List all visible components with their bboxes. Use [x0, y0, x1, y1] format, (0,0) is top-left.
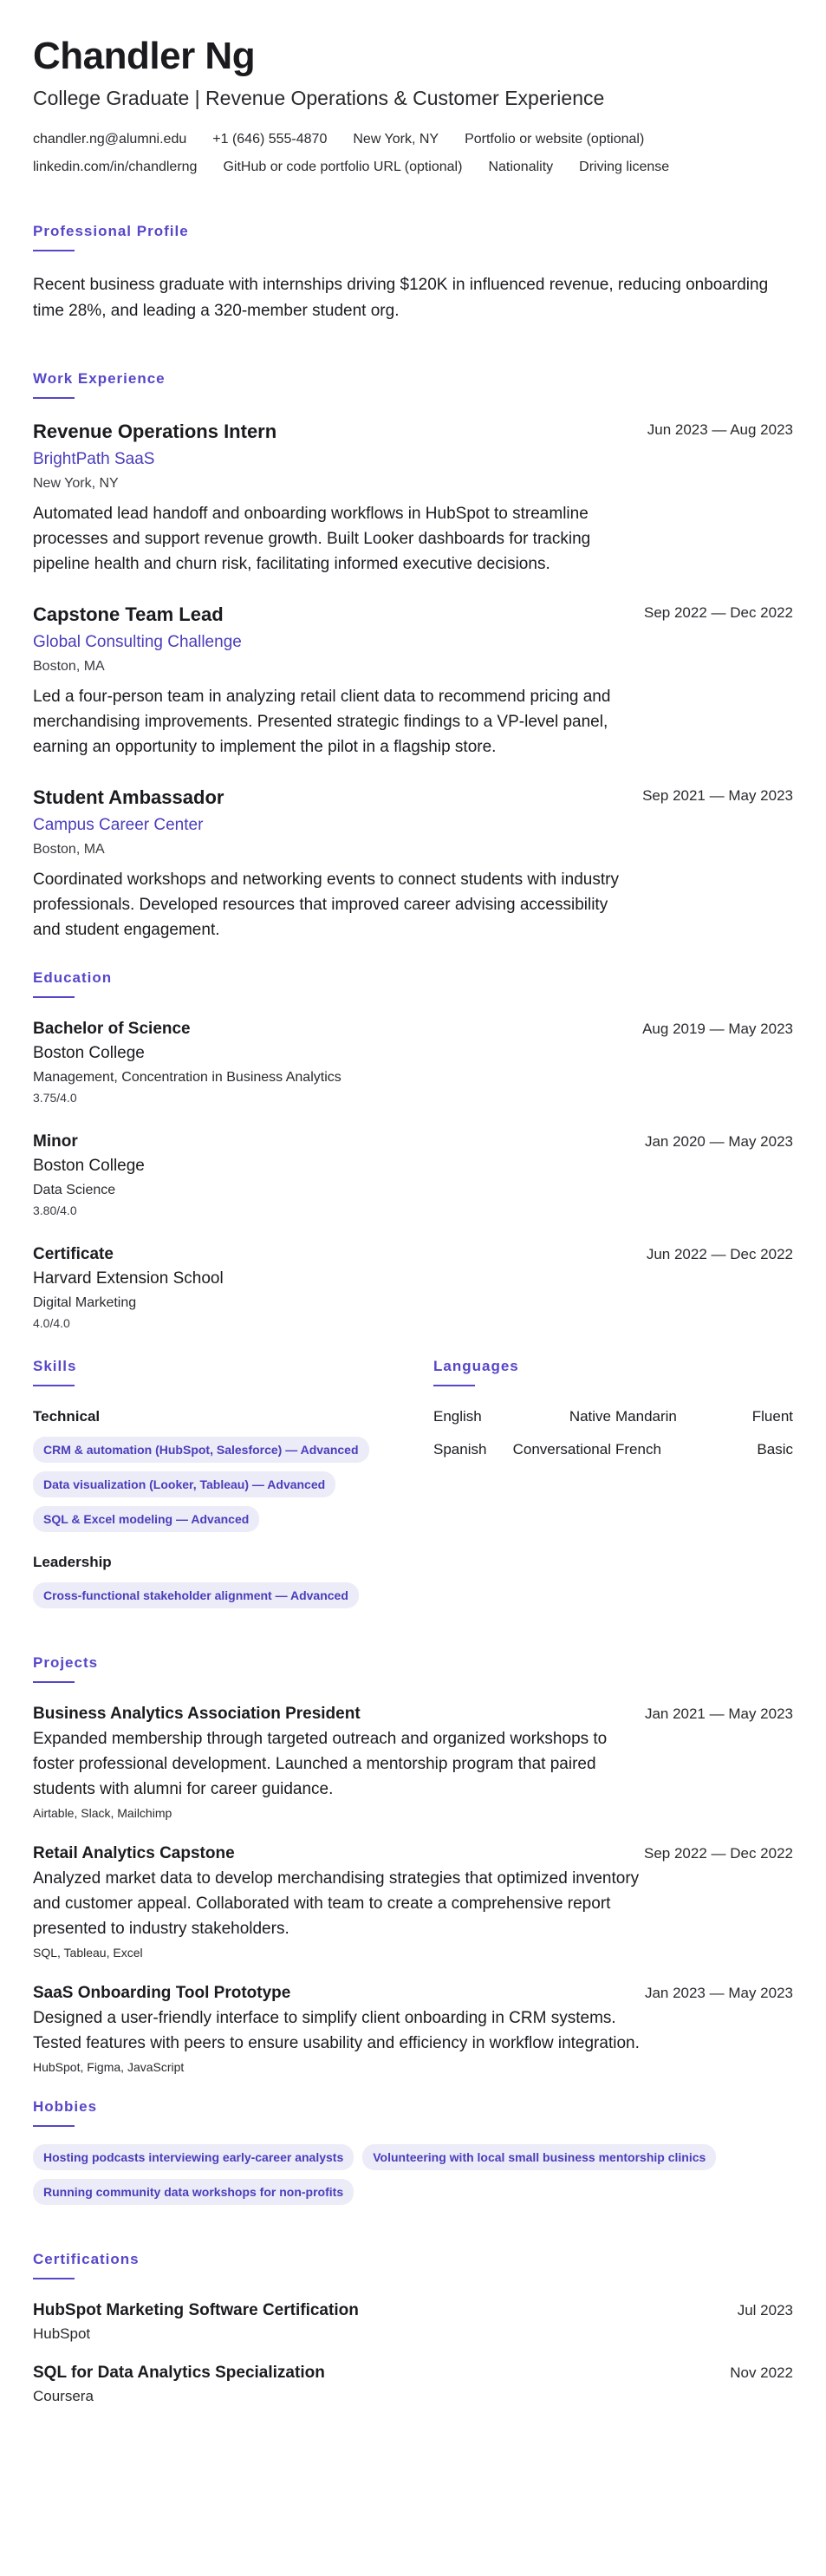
- education-dates: Jun 2022 — Dec 2022: [646, 1246, 793, 1262]
- language-level: Fluent: [751, 1408, 793, 1425]
- project-name: SaaS Onboarding Tool Prototype: [33, 1984, 291, 2002]
- hobby-chip: Hosting podcasts interviewing early-career analysts: [33, 2144, 354, 2170]
- section-divider: [33, 1681, 75, 1683]
- skill-chip: SQL & Excel modeling — Advanced: [33, 1506, 259, 1532]
- language-item: [615, 1440, 793, 1459]
- contact-location: New York, NY: [353, 132, 439, 147]
- section-divider: [33, 2278, 75, 2279]
- experience-role: Revenue Operations Intern: [33, 421, 277, 442]
- profile-section: [33, 222, 793, 324]
- language-name: English: [433, 1408, 482, 1425]
- project-item: [33, 1843, 793, 1960]
- contact-list: [33, 130, 787, 177]
- project-item: [33, 1983, 793, 2075]
- hobbies-section: [33, 2097, 793, 2205]
- certification-issuer: Coursera: [33, 2388, 94, 2404]
- language-name: French: [615, 1441, 661, 1458]
- section-divider: [33, 397, 75, 399]
- candidate-name: Chandler Ng: [33, 35, 256, 77]
- skill-group-title: Technical: [33, 1408, 101, 1425]
- experience-company: BrightPath SaaS: [33, 450, 155, 468]
- project-dates: Jan 2023 — May 2023: [644, 1985, 793, 2001]
- experience-section: [33, 369, 793, 942]
- education-gpa: 3.80/4.0: [33, 1203, 77, 1217]
- education-school: Boston College: [33, 1044, 145, 1062]
- profile-summary: Recent business graduate with internships driving $120K in influenced revenue, reducing onboarding time 28%, and leading a 320-member student org.: [33, 276, 769, 320]
- education-field: Management, Concentration in Business Analytics: [33, 1070, 341, 1085]
- education-field: Data Science: [33, 1183, 116, 1197]
- section-divider: [33, 250, 75, 251]
- experience-location: Boston, MA: [33, 659, 105, 674]
- project-dates: Jan 2021 — May 2023: [644, 1705, 793, 1722]
- project-tech: SQL, Tableau, Excel: [33, 1946, 143, 1960]
- education-school: Boston College: [33, 1157, 145, 1175]
- skill-group-title: Leadership: [33, 1554, 112, 1570]
- section-title: Languages: [433, 1358, 519, 1374]
- hobby-chip: Running community data workshops for non-profits: [33, 2179, 354, 2205]
- certification-name: HubSpot Marketing Software Certification: [33, 2301, 359, 2319]
- section-title: Education: [33, 969, 113, 986]
- project-item: [33, 1704, 793, 1821]
- resume-header: [33, 33, 793, 177]
- experience-description: Led a four-person team in analyzing retail client data to recommend pricing and merchandising improvements. Presented strategic findings to a VP-level panel, earning an opportunity to implement the pilot in a flagship store.: [33, 688, 611, 756]
- experience-description: Coordinated workshops and networking events to connect students with industry professionals. Developed resources that improved career advising accessibility and student engagement.: [33, 871, 619, 939]
- experience-company: Global Consulting Challenge: [33, 633, 242, 651]
- certification-item: [33, 2300, 793, 2344]
- contact-linkedin[interactable]: linkedin.com/in/chandlerng: [33, 160, 198, 174]
- project-tech: Airtable, Slack, Mailchimp: [33, 1806, 172, 1820]
- skill-chip-list: [33, 1582, 433, 1608]
- section-title: Certifications: [33, 2251, 140, 2267]
- section-title: Projects: [33, 1654, 99, 1671]
- project-name: Business Analytics Association President: [33, 1705, 361, 1723]
- project-description: Designed a user-friendly interface to simplify client onboarding in CRM systems. Tested features with peers to ensure usability and efficiency in workflow integration.: [33, 2009, 640, 2052]
- language-level: Native: [569, 1408, 611, 1425]
- section-divider: [433, 1385, 475, 1386]
- education-field: Digital Marketing: [33, 1295, 137, 1310]
- education-gpa: 4.0/4.0: [33, 1316, 70, 1330]
- education-school: Harvard Extension School: [33, 1269, 224, 1288]
- certification-date: Nov 2022: [730, 2364, 793, 2381]
- section-divider: [33, 2125, 75, 2127]
- hobby-chip-list: [33, 2144, 787, 2205]
- project-dates: Sep 2022 — Dec 2022: [643, 1845, 793, 1862]
- section-divider: [33, 1385, 75, 1386]
- skills-languages-row: [33, 1357, 793, 1608]
- certification-issuer: HubSpot: [33, 2325, 91, 2342]
- project-name: Retail Analytics Capstone: [33, 1844, 235, 1862]
- contact-driving-license: Driving license: [579, 160, 670, 174]
- hobby-chip: Volunteering with local small business mentorship clinics: [362, 2144, 716, 2170]
- contact-github[interactable]: GitHub or code portfolio URL (optional): [223, 160, 463, 174]
- languages-section: [433, 1357, 793, 1608]
- experience-role: Student Ambassador: [33, 786, 224, 808]
- language-item: [615, 1407, 793, 1426]
- certifications-section: [33, 2250, 793, 2406]
- experience-dates: Sep 2022 — Dec 2022: [643, 604, 793, 621]
- skill-chip: CRM & automation (HubSpot, Salesforce) — Advanced: [33, 1437, 369, 1463]
- candidate-headline: College Graduate | Revenue Operations & Customer Experience: [33, 87, 605, 109]
- experience-company: Campus Career Center: [33, 816, 204, 834]
- skill-chip: Cross-functional stakeholder alignment — Advanced: [33, 1582, 359, 1608]
- experience-item: [33, 420, 793, 577]
- experience-dates: Jun 2023 — Aug 2023: [647, 421, 793, 438]
- certification-name: SQL for Data Analytics Specialization: [33, 2364, 325, 2382]
- education-dates: Aug 2019 — May 2023: [642, 1021, 793, 1037]
- project-tech: HubSpot, Figma, JavaScript: [33, 2060, 185, 2074]
- skill-chip-list: [33, 1437, 433, 1532]
- education-gpa: 3.75/4.0: [33, 1091, 77, 1105]
- experience-location: New York, NY: [33, 476, 119, 491]
- language-level: Basic: [757, 1441, 793, 1458]
- skill-chip: Data visualization (Looker, Tableau) — Advanced: [33, 1471, 335, 1497]
- contact-nationality: Nationality: [488, 160, 554, 174]
- section-title: Professional Profile: [33, 223, 189, 239]
- section-title: Hobbies: [33, 2098, 98, 2115]
- language-level: Conversational: [512, 1441, 611, 1458]
- education-degree: Minor: [33, 1132, 78, 1151]
- certification-item: [33, 2363, 793, 2406]
- section-title: Skills: [33, 1358, 77, 1374]
- certification-date: Jul 2023: [737, 2302, 793, 2318]
- section-divider: [33, 996, 75, 998]
- contact-email[interactable]: chandler.ng@alumni.edu: [33, 132, 187, 147]
- education-section: [33, 968, 793, 1331]
- education-item: [33, 1244, 793, 1331]
- experience-description: Automated lead handoff and onboarding workflows in HubSpot to streamline processes and support revenue growth. Built Looker dashboards for tracking pipeline health and churn risk, facilitating informed executive decisions.: [33, 505, 591, 573]
- contact-phone[interactable]: +1 (646) 555-4870: [212, 132, 328, 147]
- experience-item: [33, 786, 793, 942]
- project-description: Expanded membership through targeted outreach and organized workshops to foster professional development. Launched a mentorship program that paired students with alumni for career guidance.: [33, 1730, 608, 1798]
- experience-location: Boston, MA: [33, 842, 105, 857]
- education-degree: Certificate: [33, 1245, 114, 1263]
- education-dates: Jan 2020 — May 2023: [644, 1133, 793, 1150]
- project-description: Analyzed market data to develop merchandising strategies that optimized inventory and customer appeal. Collaborated with team to create a comprehensive report presented to industry stakeholders.: [33, 1869, 640, 1938]
- skills-section: [33, 1357, 433, 1608]
- projects-section: [33, 1653, 793, 2075]
- experience-dates: Sep 2021 — May 2023: [642, 787, 793, 804]
- language-list: [433, 1407, 793, 1459]
- education-item: [33, 1019, 793, 1105]
- language-name: Mandarin: [615, 1408, 677, 1425]
- language-item: [433, 1440, 611, 1459]
- language-name: Spanish: [433, 1441, 487, 1458]
- language-item: [433, 1407, 611, 1426]
- experience-role: Capstone Team Lead: [33, 603, 224, 625]
- education-degree: Bachelor of Science: [33, 1020, 191, 1038]
- experience-item: [33, 603, 793, 760]
- education-item: [33, 1131, 793, 1218]
- section-title: Work Experience: [33, 370, 166, 387]
- contact-portfolio[interactable]: Portfolio or website (optional): [465, 132, 645, 147]
